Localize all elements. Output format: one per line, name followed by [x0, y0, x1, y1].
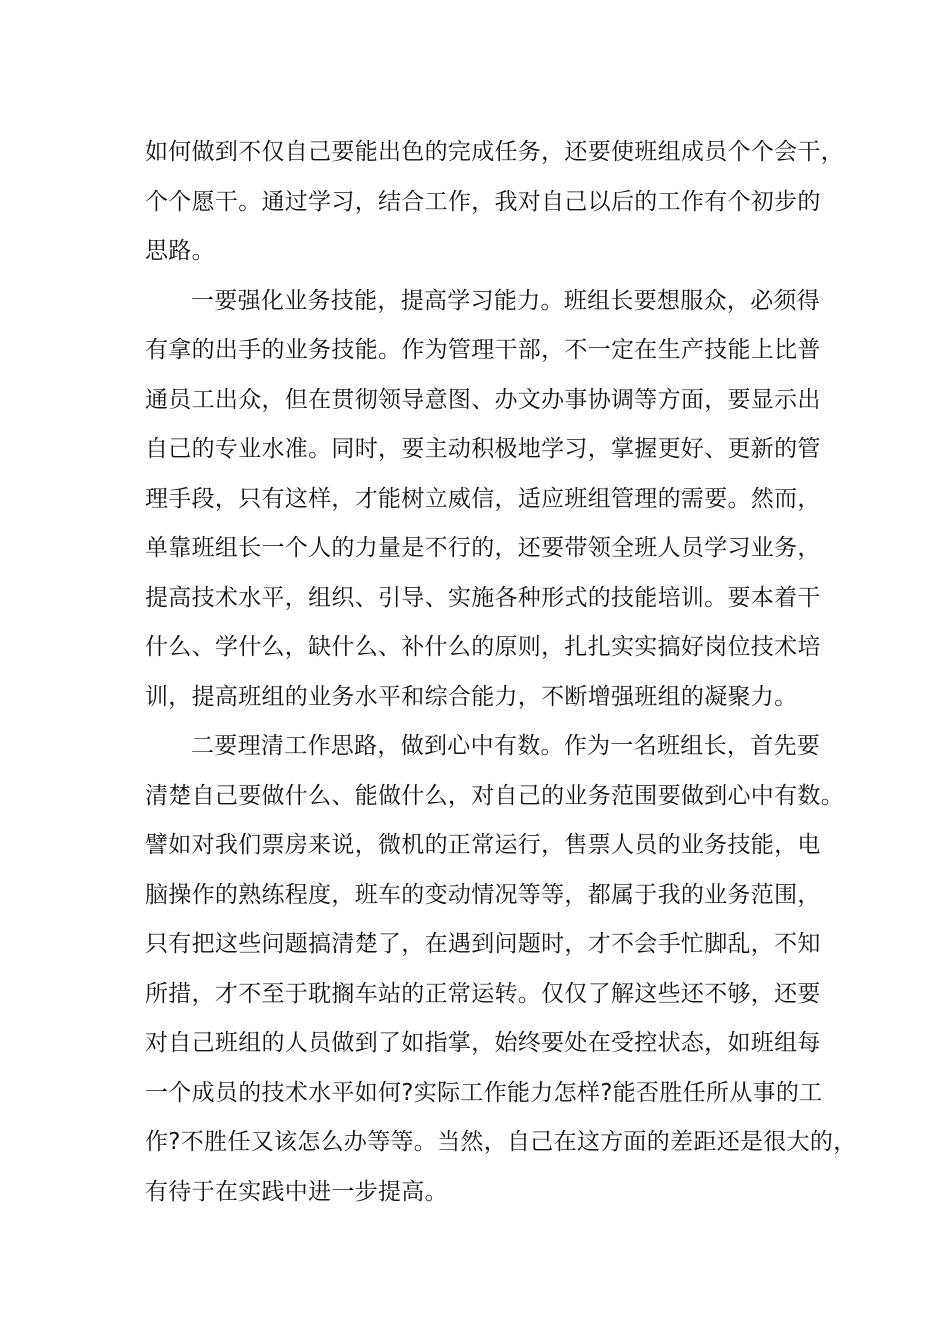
paragraph-start-line: 一要强化业务技能，提高学习能力。班组长要想服众，必须得: [191, 287, 821, 314]
text-line: 对自己班组的人员做到了如指掌，始终要处在受控状态，如班组每: [145, 1030, 821, 1056]
text-line: 如何做到不仅自己要能出色的完成任务，还要使班组成员个个会干，: [145, 139, 844, 165]
text-line: 训，提高班组的业务水平和综合能力，不断增强班组的凝聚力。: [145, 683, 798, 710]
text-line: 只有把这些问题搞清楚了，在遇到问题时，才不会手忙脚乱，不知: [145, 931, 821, 957]
text-line: 有拿的出手的业务技能。作为管理干部，不一定在生产技能上比普: [145, 337, 821, 363]
text-line: 自己的专业水准。同时，要主动积极地学习，掌握更好、更新的管: [145, 436, 821, 462]
text-line: 清楚自己要做什么、能做什么，对自己的业务范围要做到心中有数。: [145, 782, 844, 809]
text-line: 作?不胜任又该怎么办等等。当然，自己在这方面的差距还是很大的，: [145, 1129, 857, 1155]
text-line: 思路。: [145, 238, 215, 264]
text-line: 理手段，只有这样，才能树立威信，适应班组管理的需要。然而，: [145, 485, 821, 512]
text-line: 有待于在实践中进一步提高。: [145, 1178, 448, 1205]
text-line: 所措，才不至于耽搁车站的正常运转。仅仅了解这些还不够，还要: [145, 980, 821, 1007]
text-line: 脑操作的熟练程度，班车的变动情况等等，都属于我的业务范围，: [145, 881, 821, 908]
text-line: 一个成员的技术水平如何?实际工作能力怎样?能否胜任所从事的工: [145, 1079, 823, 1106]
paragraph-start-line: 二要理清工作思路，做到心中有数。作为一名班组长，首先要: [191, 733, 821, 759]
text-line: 什么、学什么，缺什么、补什么的原则，扎扎实实搞好岗位技术培: [145, 634, 821, 660]
text-line: 单靠班组长一个人的力量是不行的，还要带领全班人员学习业务，: [145, 535, 821, 561]
text-line: 提高技术水平，组织、引导、实施各种形式的技能培训。要本着干: [145, 584, 821, 611]
body-text: [145, 128, 857, 1217]
text-line: 通员工出众，但在贯彻领导意图、办文办事协调等方面，要显示出: [145, 386, 821, 413]
text-line: 个个愿干。通过学习，结合工作，我对自己以后的工作有个初步的: [145, 188, 821, 215]
text-line: 譬如对我们票房来说，微机的正常运行，售票人员的业务技能，电: [145, 832, 821, 858]
